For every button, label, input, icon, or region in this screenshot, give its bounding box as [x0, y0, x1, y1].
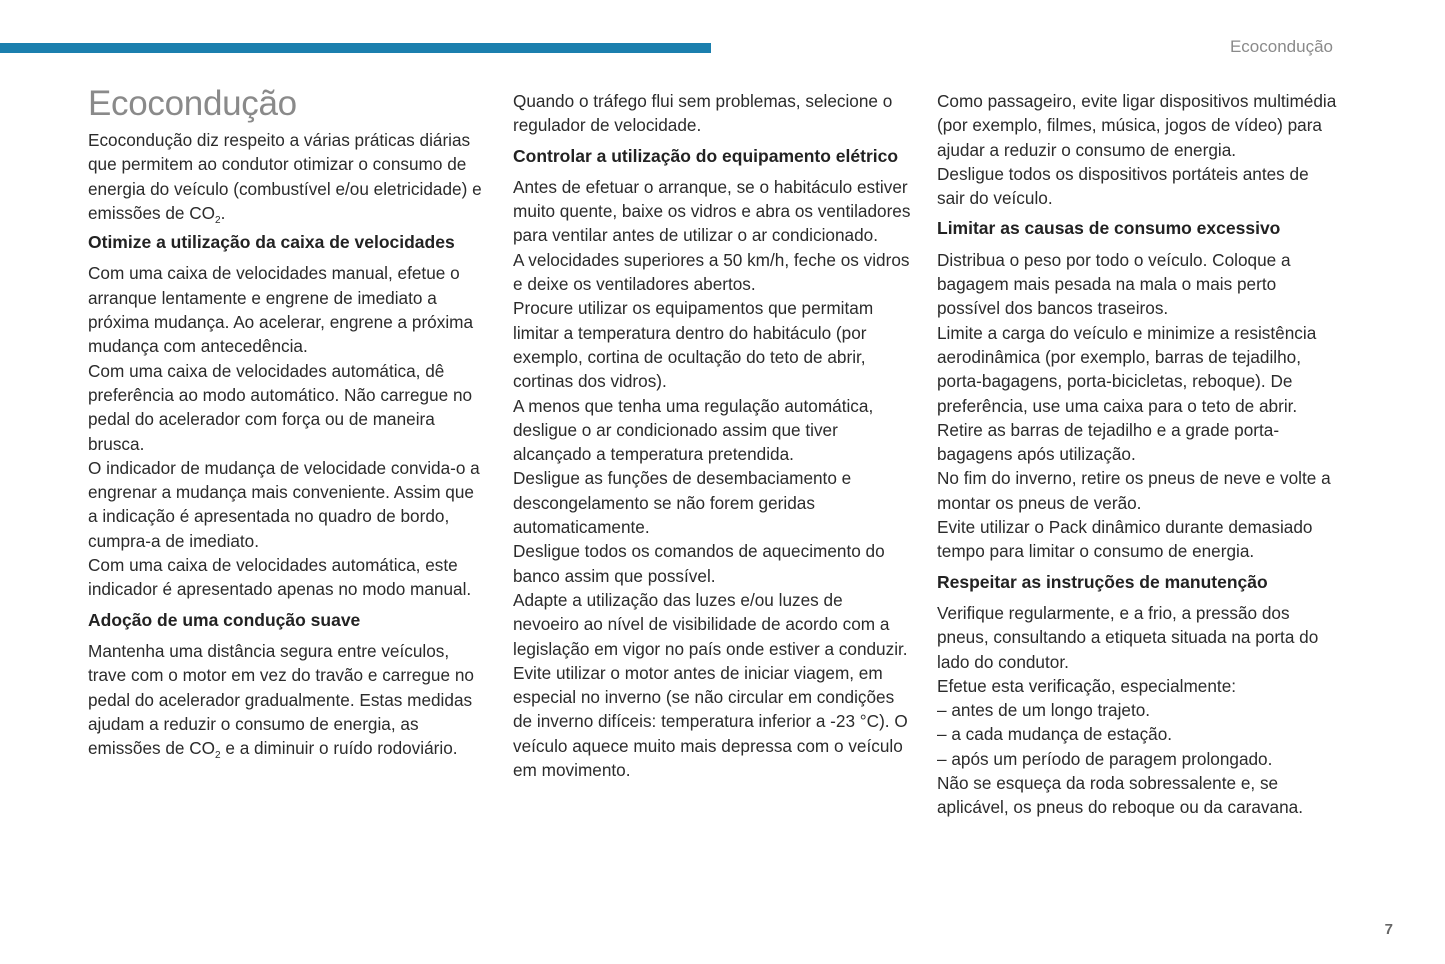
intro-paragraph: [88, 128, 488, 225]
page-title: Ecocondução: [88, 84, 297, 123]
list-item: – a cada mudança de estação.: [937, 724, 1173, 745]
list-item: – antes de um longo trajeto.: [937, 700, 1151, 721]
paragraph: Procure utilizar os equipamentos que permitam limitar a temperatura dentro do habitáculo (por exemplo, cortina de ocultação do teto de abrir, cortinas dos vidros).: [513, 298, 874, 392]
paragraph: Limite a carga do veículo e minimize a resistência aerodinâmica (por exemplo, barras de tejadilho, porta-bagagens, porta-bicicletas, reboque). De preferência, use uma caixa para o teto de abrir.: [937, 322, 1317, 416]
paragraph: Com uma caixa de velocidades automática, este indicador é apresentado apenas no modo manual.: [88, 555, 472, 600]
section-heading-excess-consumption: Limitar as causas de consumo excessivo: [937, 218, 1281, 239]
paragraph: Com uma caixa de velocidades manual, efetue o arranque lentamente e engrene de imediato a próxima mudança. Ao acelerar, engrene a próxima mudança com antecedência.: [88, 263, 474, 357]
header-accent-bar: [0, 43, 711, 53]
paragraph: [88, 639, 488, 760]
paragraph: Retire as barras de tejadilho e a grade porta-bagagens após utilização.: [937, 419, 1280, 465]
running-header-title: Ecocondução: [1229, 37, 1333, 56]
paragraph: Adapte a utilização das luzes e/ou luzes de nevoeiro ao nível de visibilidade de acordo com a legislação em vigor no país onde estiver a conduzir.: [513, 589, 908, 659]
paragraph: Não se esqueça da roda sobressalente e, se aplicável, os pneus do reboque ou da caravana.: [937, 773, 1303, 818]
paragraph: No fim do inverno, retire os pneus de neve e volte a montar os pneus de verão.: [937, 468, 1331, 513]
paragraph: Verifique regularmente, e a frio, a pressão dos pneus, consultando a etiqueta situada na porta do lado do condutor.: [937, 602, 1319, 672]
co2-subscript: 2: [215, 214, 221, 226]
paragraph: A menos que tenha uma regulação automática, desligue o ar condicionado assim que tiver alcançado a temperatura pretendida.: [513, 395, 874, 465]
paragraph: Desligue todos os dispositivos portáteis antes de sair do veículo.: [937, 163, 1309, 209]
list-item: – após um período de paragem prolongado.: [937, 748, 1273, 769]
paragraph: Quando o tráfego flui sem problemas, selecione o regulador de velocidade.: [513, 91, 893, 136]
intro-end: .: [220, 202, 226, 223]
paragraph-text: Mantenha uma distância segura entre veículos, trave com o motor em vez do travão e carregue no pedal do acelerador gradualmente. Estas medidas ajudam a reduzir o consumo de energia, as emissões de CO: [88, 640, 474, 759]
paragraph: Como passageiro, evite ligar dispositivos multimédia (por exemplo, filmes, música, jogos de vídeo) para ajudar a reduzir o consumo de energia.: [937, 91, 1337, 160]
paragraph: Antes de efetuar o arranque, se o habitáculo estiver muito quente, baixe os vidros e abra os ventiladores para ventilar antes de utilizar o ar condicionado.: [513, 176, 911, 246]
section-heading-smooth-driving: Adoção de uma condução suave: [88, 609, 361, 630]
paragraph: A velocidades superiores a 50 km/h, feche os vidros e deixe os ventiladores abertos.: [513, 249, 910, 295]
column-1: [88, 84, 488, 762]
column-3: [937, 89, 1337, 820]
page-number: 7: [1384, 921, 1393, 938]
section-heading-maintenance: Respeitar as instruções de manutenção: [937, 571, 1268, 592]
dash-list: [937, 698, 1337, 771]
column-2: [513, 89, 913, 782]
paragraph: O indicador de mudança de velocidade convida-o a engrenar a mudança mais conveniente. Assim que a indicação é apresentada no quadro de bordo, cumpra-a de imediato.: [88, 457, 480, 551]
paragraph: Desligue todos os comandos de aquecimento do banco assim que possível.: [513, 541, 885, 586]
paragraph: Efetue esta verificação, especialmente:: [937, 675, 1237, 696]
intro-text: Ecocondução diz respeito a várias práticas diárias que permitem ao condutor otimizar o consumo de energia do veículo (combustível e/ou eletricidade) e emissões de CO: [88, 130, 482, 223]
paragraph: Desligue as funções de desembaciamento e descongelamento se não forem geridas automaticamente.: [513, 468, 852, 538]
co2-subscript: 2: [215, 750, 221, 762]
paragraph: Evite utilizar o motor antes de iniciar viagem, em especial no inverno (se não circular em condições de inverno difíceis: temperatura inferior a -23 °C). O veículo aquece muito mais depressa com o veículo em movimento.: [513, 662, 908, 781]
paragraph-text-end: e a diminuir o ruído rodoviário.: [220, 738, 458, 759]
section-heading-gearbox: Otimize a utilização da caixa de velocidades: [88, 232, 455, 253]
paragraph: Distribua o peso por todo o veículo. Coloque a bagagem mais pesada na mala o mais perto possível dos bancos traseiros.: [937, 249, 1291, 319]
paragraph: Com uma caixa de velocidades automática, dê preferência ao modo automático. Não carregue no pedal do acelerador com força ou de maneira brusca.: [88, 360, 473, 454]
section-heading-electrical-equipment: Controlar a utilização do equipamento elétrico: [513, 145, 899, 166]
paragraph: Evite utilizar o Pack dinâmico durante demasiado tempo para limitar o consumo de energia.: [937, 517, 1313, 562]
